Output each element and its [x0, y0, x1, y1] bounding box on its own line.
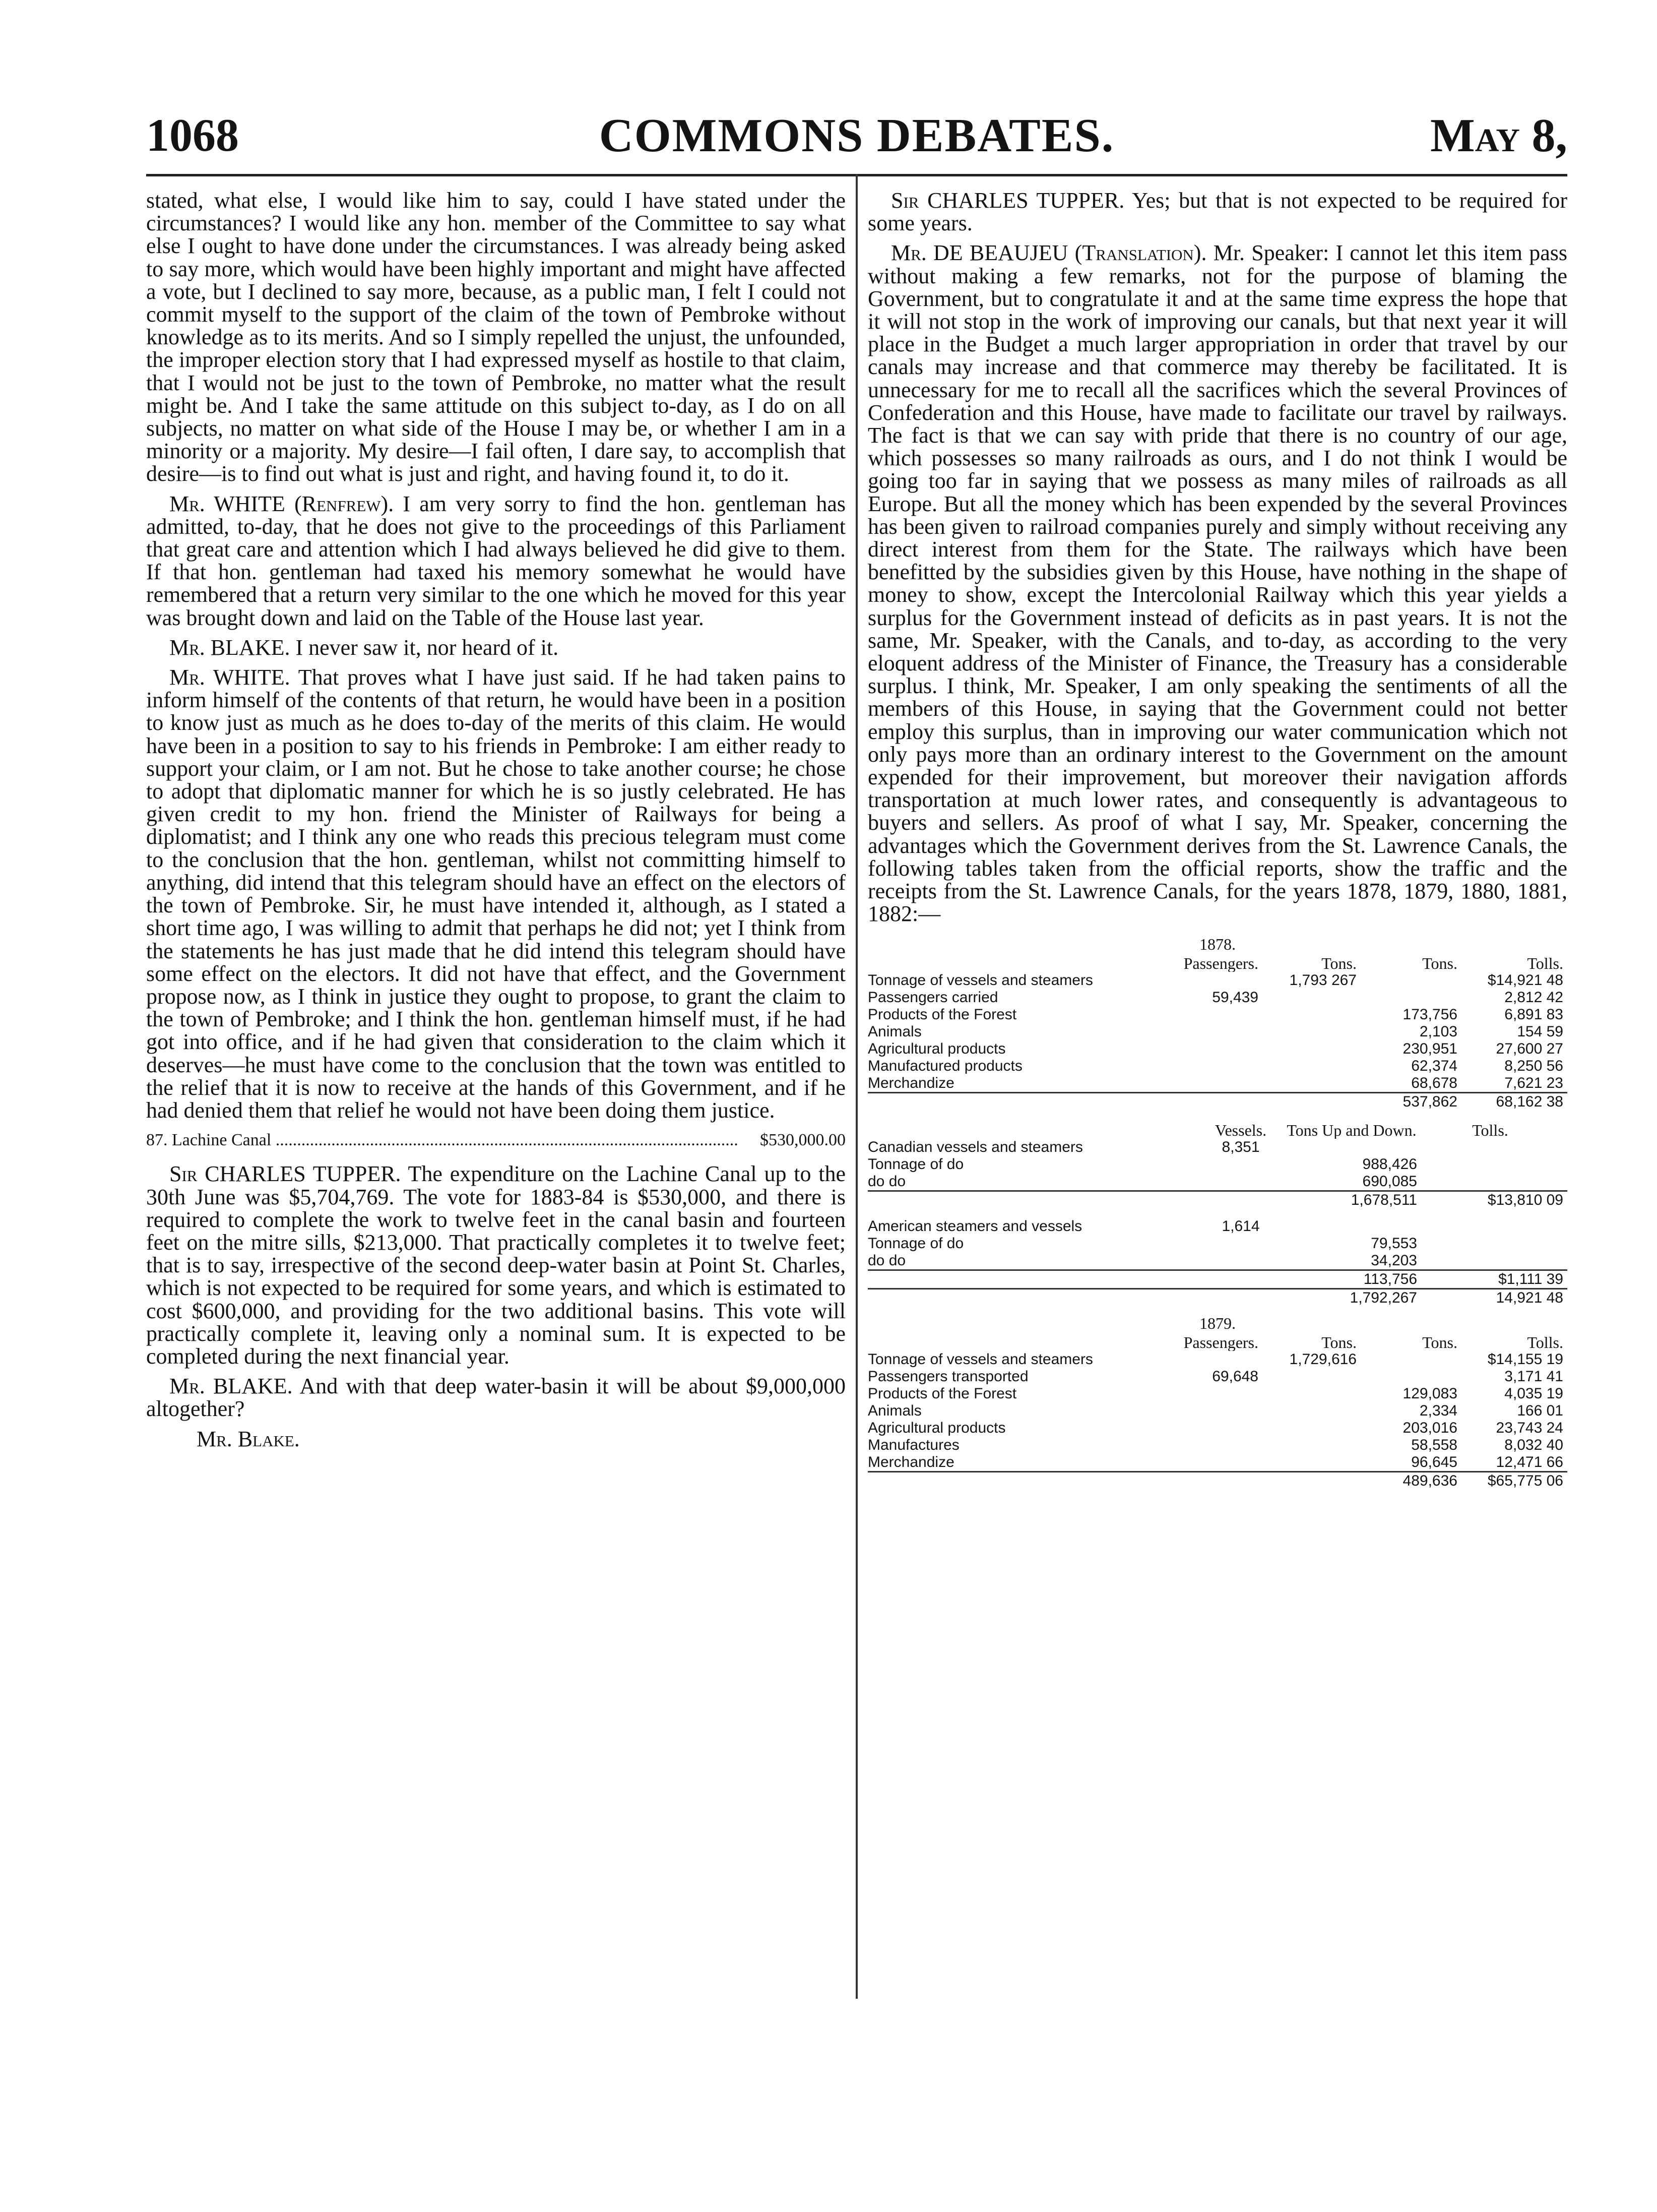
table-cell: [1170, 972, 1258, 989]
table-year: 1879.: [1199, 1314, 1236, 1332]
table-cell: 34,203: [1371, 1252, 1417, 1269]
table-row: [868, 1023, 1567, 1040]
table-cell: [1258, 1058, 1357, 1075]
table-cell: [1170, 1402, 1258, 1420]
table-row: [868, 1252, 1567, 1269]
table-cell: [1357, 1368, 1457, 1385]
table-cell: 8,032 40: [1504, 1436, 1563, 1453]
left-column: [146, 189, 846, 1450]
table-cell: [1258, 1075, 1357, 1092]
table-cell: [1286, 1139, 1417, 1156]
table-cell: Tonnage of vessels and steamers: [868, 971, 1093, 989]
table-cell: [1258, 1368, 1357, 1385]
table-cell: 79,553: [1371, 1235, 1417, 1252]
table-cell: [1258, 1040, 1357, 1058]
table-1879: [868, 1315, 1567, 1490]
table-row: [868, 972, 1567, 989]
table-row: [868, 989, 1567, 1006]
speaker: Mr. BLAKE.: [169, 635, 290, 660]
table-total-row: 1,792,267 14,921 48: [868, 1288, 1567, 1307]
speech: [146, 636, 846, 659]
table-cell: [1195, 1156, 1286, 1173]
table-cell: 230,951: [1403, 1040, 1457, 1057]
table-cell: [1417, 1235, 1563, 1252]
table-cell: [1170, 1420, 1258, 1437]
right-column: [868, 189, 1567, 1490]
table-subtotal-row: 1,678,511 $13,810 09: [868, 1190, 1567, 1209]
table-cell: [1417, 1139, 1563, 1156]
table-cell: 8,351: [1222, 1138, 1260, 1155]
table-cell: do do: [868, 1173, 906, 1190]
table-cell: Merchandize: [868, 1074, 954, 1091]
table-cell: [1195, 1235, 1286, 1252]
table-cell: 2,103: [1419, 1023, 1457, 1040]
table-cell: 173,756: [1403, 1006, 1457, 1023]
table-cell: 27,600 27: [1496, 1040, 1563, 1057]
table-cell: 7,621 23: [1504, 1074, 1563, 1091]
speech: [146, 666, 846, 1122]
speech-text: The expenditure on the Lachine Canal up to the 30th June was $5,704,769. The vote for 1883-84 is $530,000, and there is required to complete the work to twelve feet in the canal basin and fourteen feet on the mitre sills, $213,000. That practically completes it to twelve feet; that is to say, irrespective of the second deep-water basin at Point St. Charles, which is not expected to be required for some years, and which is estimated to cost $600,000, and providing for the two additional basins. This vote will practically complete it, leaving only a nominal sum. It is expected to be completed during the next financial year.: [146, 1161, 846, 1369]
speech-text: Mr. Speaker: I cannot let this item pass without making a few remarks, not for the purpose of blaming the Government, but to congratulate it and at the same time express the hope that it will not stop in the work of improving our canals, but that next year it will place in the Budget a much larger appropriation in order that travel by our canals may increase and that commerce may thereby be facilitated. It is unnecessary for me to recall all the sacrifices which the several Provinces of Confederation and this House, have made to facilitate our travel by railways. The fact is that we can say with pride that there is no country of our age, which possesses so many railroads as ours, and I do not think I would be going too far in saying that we possess as many miles of railroads as all Europe. But all the money which has been expended by the several Provinces has been given to railroad companies purely and simply without receiving any direct interest from them for the State. The railways which have been benefitted by the subsidies given by this House, have nothing in the shape of money to show, except the Intercolonial Railway which this year yields a surplus for the Government instead of deficits as in past years. It is not the same, Mr. Speaker, with the Canals, and to-day, as according to the very eloquent address of the Minister of Finance, the Treasury has a considerable surplus. I think, Mr. Speaker, I am only speaking the sentiments of all the members of this House, in saying that the Government could not better employ this surplus, than in improving our water communication which not only pays more than an ordinary interest to the Government on the amount expended for their improvement, but moreover their navigation affords transportation at much lower rates, and consequently is advantageous to buyers and sellers. As proof of what I say, Mr. Speaker, concerning the advantages which the Government derives from the St. Lawrence Canals, the following tables taken from the official reports, show the traffic and the receipts from the St. Lawrence Canals, for the years 1878, 1879, 1880, 1881, 1882:—: [868, 240, 1568, 927]
speech-text: Yes; but that is not expected to be required for some years.: [868, 188, 1568, 236]
table-cell: 166 01: [1517, 1402, 1563, 1419]
table-cell: 68,678: [1411, 1074, 1457, 1091]
speech-text: That proves what I have just said. If he had taken pains to inform himself of the contents of that return, he would have been in a position to know just as much as he does to-day of the merits of this claim. He would have been in a position to say to his friends in Pembroke: I am either ready to support your claim, or I am not. But he chose to take another course; he chose to adopt that diplomatic manner for which he is so justly celebrated. He has given credit to my hon. friend the Minister of Railways for being a diplomatist; and I think any one who reads this precious telegram must come to the conclusion that the hon. gentleman, whilst not committing himself to anything, did intend that this telegram should have an effect on the electors of the town of Pembroke. Sir, he must have intended it, although, as I stated a short time ago, I was willing to admit that perhaps he did not; yet I think from the statements he has just made that he did intend this telegram should have some effect on the electors. It did not have that effect, and the Government propose now, as I think in justice they ought to propose, to grant the claim to the town of Pembroke; and I think the hon. gentleman himself must, if he had got into office, and if he had given that consideration to the claim which it deserves—he must have come to the conclusion that the town was entitled to the relief that it is now to receive at the hands of this Government, and if he had denied them that relief he would not have been doing them justice.: [146, 665, 846, 1123]
table-cell: 59,439: [1212, 989, 1258, 1006]
table-cell: Tonnage of do: [868, 1235, 964, 1252]
table-cell: [1357, 1351, 1457, 1368]
table-cell: [1170, 1023, 1258, 1040]
table-cell: [1170, 1351, 1258, 1368]
table-cell: Products of the Forest: [868, 1385, 1017, 1402]
speaker: Sir CHARLES TUPPER.: [169, 1161, 401, 1187]
table-cell: [1417, 1173, 1563, 1190]
speaker: Mr. WHITE (Renfrew).: [169, 491, 394, 516]
table-cell: 1,729,616: [1289, 1350, 1357, 1368]
page-number: 1068: [146, 109, 239, 161]
table-cell: [1170, 1006, 1258, 1023]
table-cell: [1258, 1454, 1357, 1471]
table-cell: [1170, 1385, 1258, 1402]
table-cell: Passengers transported: [868, 1368, 1029, 1385]
table-cell: 58,558: [1411, 1436, 1457, 1453]
table-cell: [1258, 1437, 1357, 1454]
speech: [868, 189, 1567, 234]
speaker: Mr. BLAKE.: [169, 1374, 293, 1399]
table-row: [868, 1040, 1567, 1058]
table-cell: [1417, 1252, 1563, 1269]
table-cell: 2,334: [1419, 1402, 1457, 1419]
table-cell: Tonnage of vessels and steamers: [868, 1350, 1093, 1368]
table-cell: [1170, 1075, 1258, 1092]
column-divider: [856, 174, 858, 1999]
table-cell: 23,743 24: [1496, 1419, 1563, 1436]
table-cell: 154 59: [1517, 1023, 1563, 1040]
table-row: [868, 1006, 1567, 1023]
speech: [146, 1162, 846, 1368]
table-cell: $14,155 19: [1487, 1350, 1563, 1368]
speech: [868, 241, 1567, 925]
table-row: [868, 1218, 1567, 1235]
table-total-row: 489,636 $65,775 06: [868, 1471, 1567, 1490]
table-row: [868, 1351, 1567, 1368]
table-row: [868, 1420, 1567, 1437]
table-cell: 3,171 41: [1504, 1368, 1563, 1385]
table-vessels: [868, 1122, 1567, 1307]
table-header-row: Passengers. Tons. Tons. Tolls.: [1183, 954, 1563, 972]
table-year: 1878.: [1199, 935, 1236, 953]
table-cell: 203,016: [1403, 1419, 1457, 1436]
table-cell: Animals: [868, 1023, 922, 1040]
table-row: [868, 1139, 1567, 1156]
table-cell: [1258, 1420, 1357, 1437]
item-label: 87. Lachine Canal .....: [146, 1131, 738, 1149]
table-cell: do do: [868, 1252, 906, 1269]
speech: [146, 1375, 846, 1420]
table-cell: [1417, 1156, 1563, 1173]
table-row: [868, 1368, 1567, 1385]
table-header-row: Passengers. Tons. Tons. Tolls.: [1183, 1333, 1563, 1351]
table-cell: 4,035 19: [1504, 1385, 1563, 1402]
table-cell: $14,921 48: [1487, 971, 1563, 989]
table-cell: 988,426: [1362, 1155, 1417, 1173]
table-header-row: Vessels. Tons Up and Down. Tolls.: [1215, 1121, 1508, 1139]
table-cell: American steamers and vessels: [868, 1217, 1082, 1235]
table-cell: [1170, 1437, 1258, 1454]
speaker-signature: Mr. Blake.: [197, 1426, 300, 1451]
table-cell: Manufactured products: [868, 1057, 1023, 1074]
page-header: [146, 108, 1567, 169]
table-cell: 2,812 42: [1504, 989, 1563, 1006]
page-date: May 8,: [1430, 109, 1567, 162]
table-row: [868, 1437, 1567, 1454]
table-cell: [1170, 1040, 1258, 1058]
table-row: [868, 1058, 1567, 1075]
table-cell: 1,793 267: [1289, 971, 1357, 989]
speech-text: I am very sorry to find the hon. gentleman has admitted, to-day, that he does not give to the proceedings of this Parliament that great care and attention which I had always believed he did give to them. If that hon. gentleman had taxed his memory somewhat he would have remembered that a return very similar to the one which he moved for this year was brought down and laid on the Table of the House last year.: [146, 491, 846, 630]
table-cell: [1170, 1058, 1258, 1075]
table-row: [868, 1173, 1567, 1190]
table-cell: [1258, 1023, 1357, 1040]
table-cell: 96,645: [1411, 1453, 1457, 1470]
table-subtotal-row: 113,756 $1,111 39: [868, 1269, 1567, 1288]
table-cell: [1258, 1385, 1357, 1402]
speech: [146, 493, 846, 629]
item-amount: $530,000.00: [760, 1131, 846, 1150]
table-row: [868, 1075, 1567, 1092]
table-cell: Canadian vessels and steamers: [868, 1138, 1083, 1155]
table-cell: 69,648: [1212, 1368, 1258, 1385]
speech-text: I never saw it, nor heard of it.: [295, 635, 559, 660]
table-cell: 6,891 83: [1504, 1006, 1563, 1023]
table-cell: [1195, 1173, 1286, 1190]
table-cell: [1357, 972, 1457, 989]
speaker: Sir CHARLES TUPPER.: [891, 188, 1125, 213]
table-cell: Animals: [868, 1402, 922, 1419]
table-cell: Passengers carried: [868, 989, 998, 1006]
publication-title: COMMONS DEBATES.: [599, 109, 1115, 162]
table-cell: [1258, 1402, 1357, 1420]
paragraph: stated, what else, I would like him to say, could I have stated under the circumstances? I would like any hon. member of the Committee to say what else I ought to have done under the circumstances. I was already being asked to say more, which would have been highly important and might have affected a vote, but I declined to say more, because, as a public man, I felt I could not commit myself to the support of the claim of the town of Pembroke without knowledge as to its merits. And so I simply repelled the unjust, the unfounded, the improper election story that I had expressed myself as hostile to that claim, that I would not be just to the town of Pembroke, no matter what the result might be. And I take the same attitude on this subject to-day, as I do on all subjects, no matter on what side of the House I may be, or whether I am in a minority or a majority. My desire—I fail often, I dare say, to accomplish that desire—is to find out what is just and right, and having found it, to do it.: [146, 188, 846, 486]
table-cell: [1417, 1218, 1563, 1235]
speaker: Mr. DE BEAUJEU (Translation).: [891, 240, 1207, 266]
table-cell: 690,085: [1362, 1173, 1417, 1190]
table-row: [868, 1402, 1567, 1420]
table-row: [868, 1454, 1567, 1471]
table-cell: 62,374: [1411, 1057, 1457, 1074]
table-cell: [1195, 1252, 1286, 1269]
table-cell: Agricultural products: [868, 1419, 1006, 1436]
table-cell: Products of the Forest: [868, 1006, 1017, 1023]
table-cell: 12,471 66: [1496, 1453, 1563, 1470]
estimate-item: [146, 1129, 846, 1151]
table-cell: [1357, 989, 1457, 1006]
table-total-row: 537,862 68,162 38: [868, 1092, 1567, 1111]
table-cell: [1258, 989, 1357, 1006]
table-cell: Merchandize: [868, 1453, 954, 1470]
table-cell: 8,250 56: [1504, 1057, 1563, 1074]
table-cell: Agricultural products: [868, 1040, 1006, 1057]
table-cell: Manufactures: [868, 1436, 960, 1453]
table-row: [868, 1385, 1567, 1402]
speaker: Mr. WHITE.: [169, 665, 290, 690]
table-1878: [868, 936, 1567, 1111]
table-cell: [1258, 1006, 1357, 1023]
table-row: [868, 1156, 1567, 1173]
speech-text: And with that deep water-basin it will be about $9,000,000 altogether?: [146, 1374, 846, 1422]
table-cell: 1,614: [1222, 1217, 1260, 1235]
table-cell: Tonnage of do: [868, 1155, 964, 1173]
table-cell: [1170, 1454, 1258, 1471]
table-cell: [1286, 1218, 1417, 1235]
table-row: [868, 1235, 1567, 1252]
table-cell: 129,083: [1403, 1385, 1457, 1402]
